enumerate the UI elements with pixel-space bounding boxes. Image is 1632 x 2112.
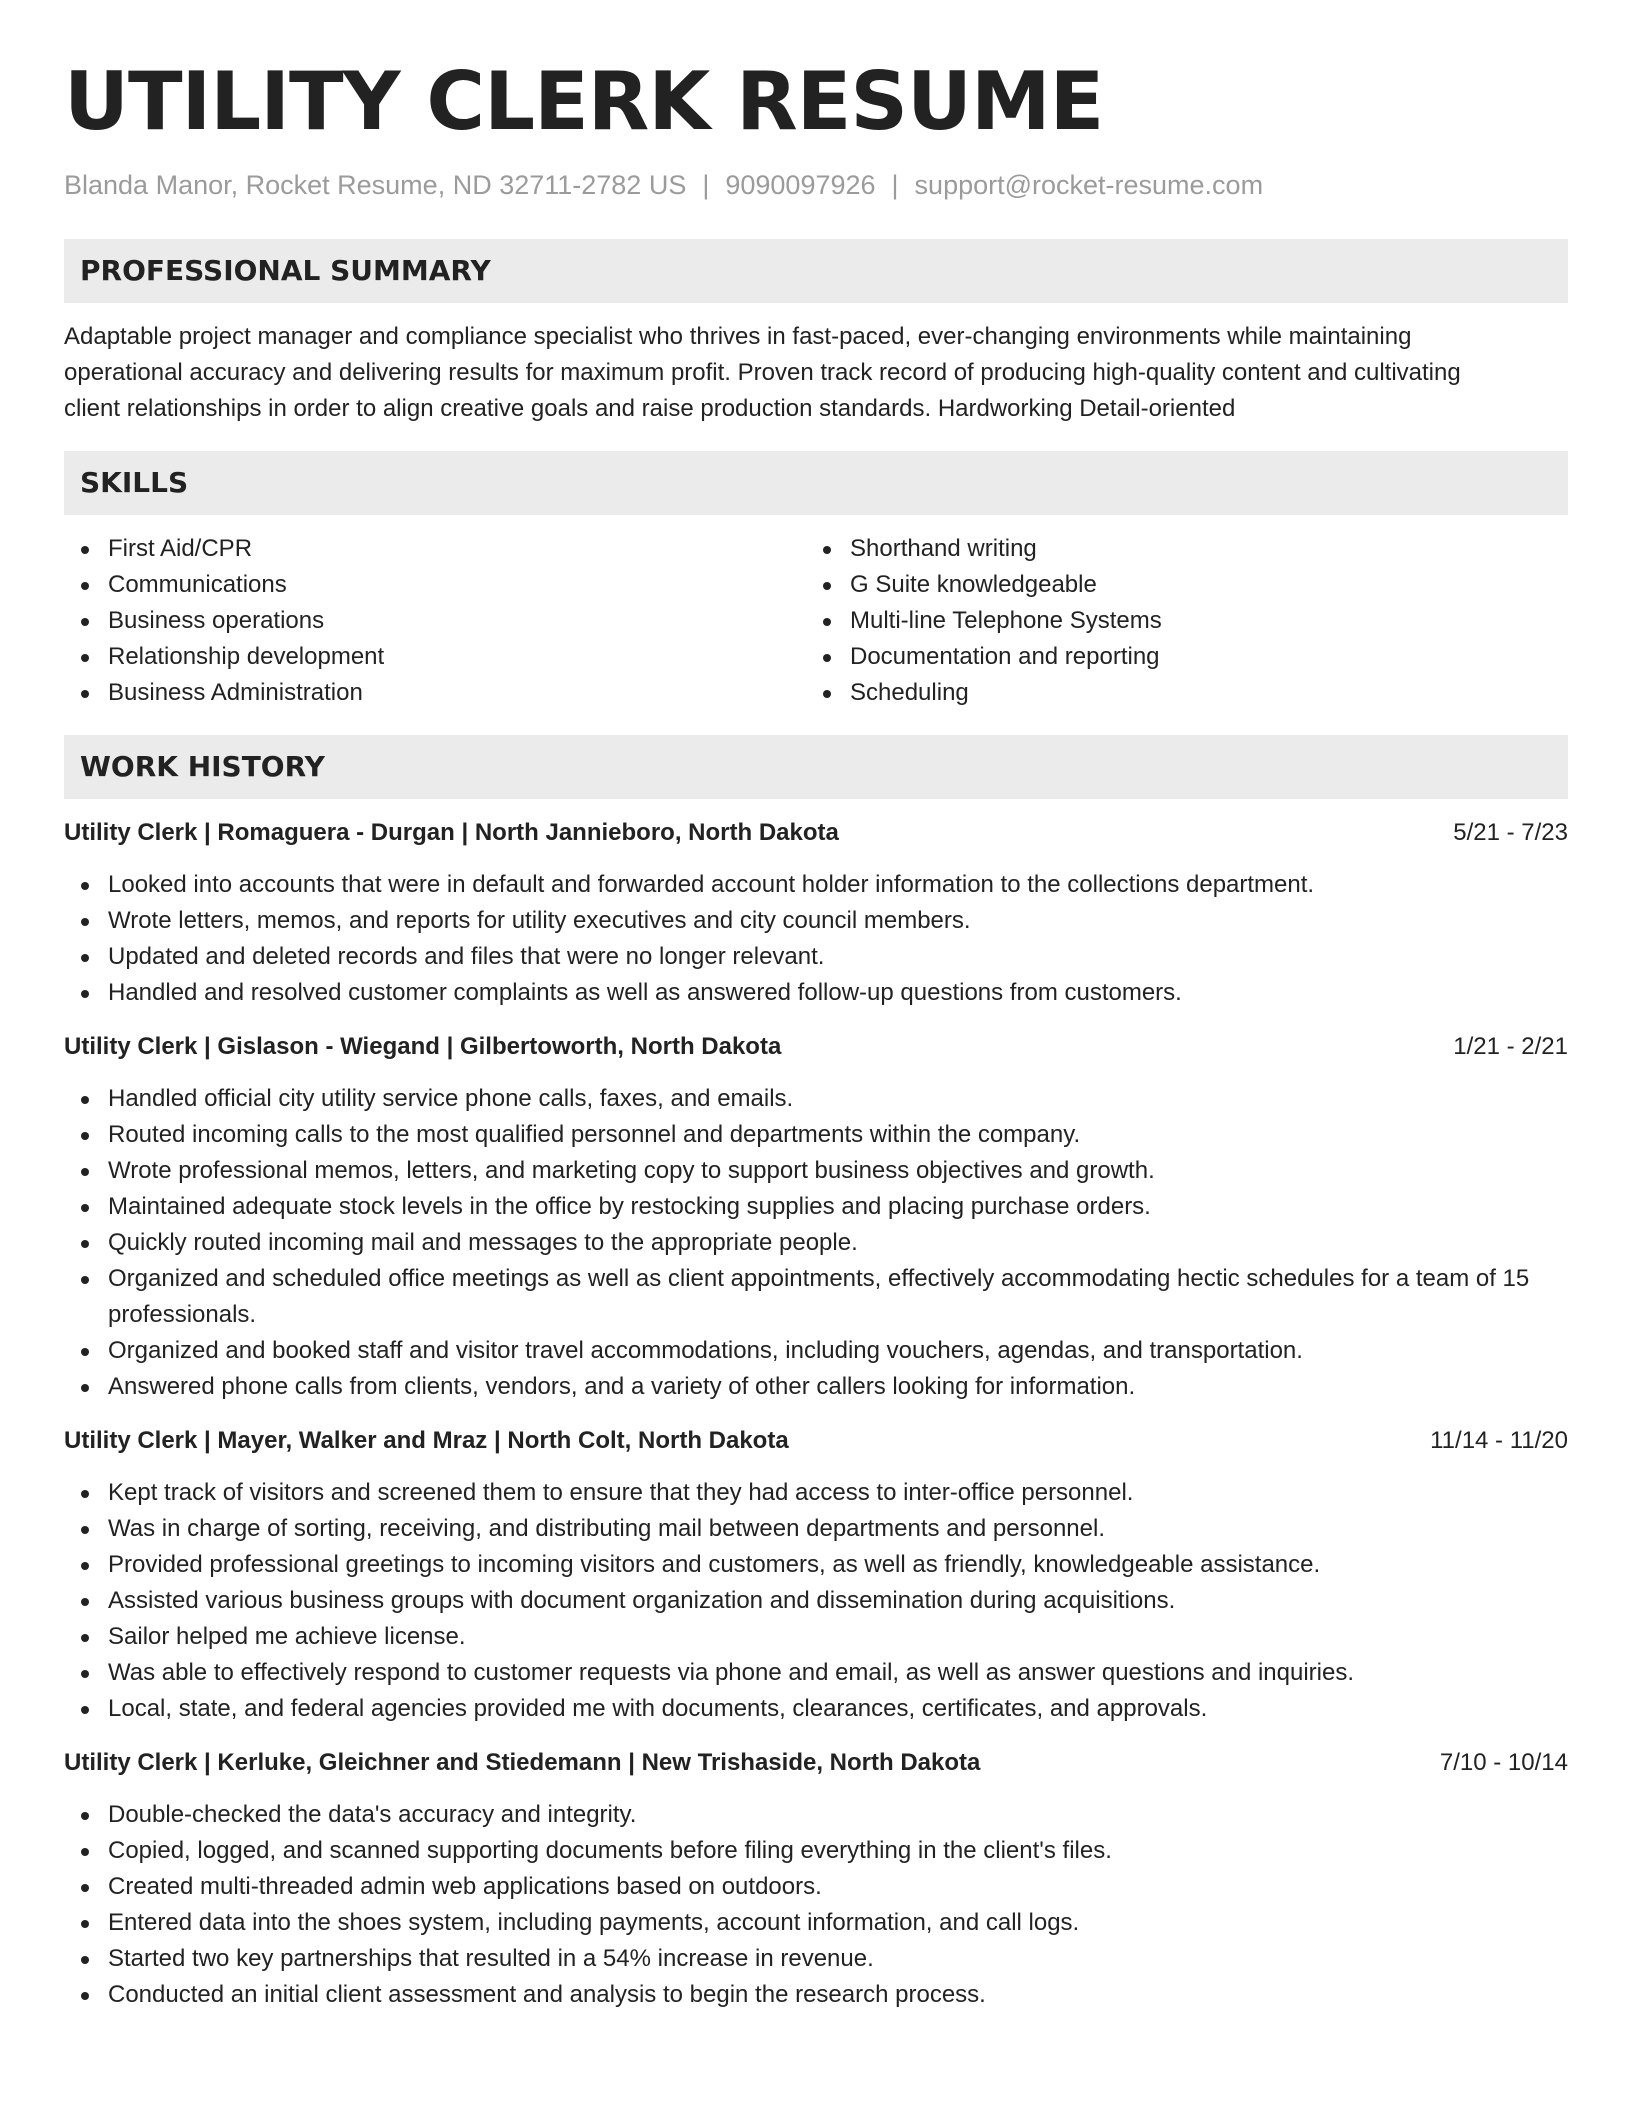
job-bullet: Conducted an initial client assessment and analysis to begin the research process.	[64, 1977, 1568, 2013]
summary-line: operational accuracy and delivering results for maximum profit. Proven track record of producing high-quality content and cultivating	[64, 359, 1461, 386]
job-dates: 7/10 - 10/14	[1439, 1749, 1568, 1776]
job-header	[64, 1029, 1568, 1065]
job-header	[64, 1745, 1568, 1781]
skill-item: Documentation and reporting	[806, 639, 1548, 675]
summary-text	[64, 319, 1568, 427]
job-bullet: Assisted various business groups with document organization and dissemination during acquisitions.	[64, 1583, 1568, 1619]
job-bullet: Maintained adequate stock levels in the office by restocking supplies and placing purchase orders.	[64, 1189, 1568, 1225]
job-bullet: Handled official city utility service phone calls, faxes, and emails.	[64, 1081, 1568, 1117]
job-bullet: Organized and scheduled office meetings as well as client appointments, effectively accommodating hectic schedules for a team of 15 professionals.	[64, 1261, 1568, 1333]
skill-item: Business operations	[64, 603, 806, 639]
summary-line: client relationships in order to align creative goals and raise production standards. Hardworking Detail-oriented	[64, 395, 1236, 422]
job-bullet: Organized and booked staff and visitor travel accommodations, including vouchers, agendas, and transportation.	[64, 1333, 1568, 1369]
job-bullet: Updated and deleted records and files that were no longer relevant.	[64, 939, 1568, 975]
job-title: Utility Clerk | Gislason - Wiegand | Gilbertoworth, North Dakota	[64, 1033, 782, 1060]
job-bullets	[64, 1475, 1568, 1727]
job-entry	[64, 1029, 1568, 1405]
contact-address: Blanda Manor, Rocket Resume, ND 32711-2782 US	[64, 170, 687, 200]
job-header	[64, 815, 1568, 851]
skill-item: G Suite knowledgeable	[806, 567, 1548, 603]
skill-item: Communications	[64, 567, 806, 603]
skills-heading: SKILLS	[64, 451, 1568, 515]
job-bullet: Copied, logged, and scanned supporting documents before filing everything in the client's files.	[64, 1833, 1568, 1869]
skill-item: Scheduling	[806, 675, 1548, 711]
job-bullet: Was in charge of sorting, receiving, and distributing mail between departments and personnel.	[64, 1511, 1568, 1547]
job-bullet: Handled and resolved customer complaints as well as answered follow-up questions from customers.	[64, 975, 1568, 1011]
job-bullet: Wrote professional memos, letters, and marketing copy to support business objectives and growth.	[64, 1153, 1568, 1189]
summary-heading: PROFESSIONAL SUMMARY	[64, 239, 1568, 303]
job-bullets	[64, 867, 1568, 1011]
job-bullet: Created multi-threaded admin web applications based on outdoors.	[64, 1869, 1568, 1905]
contact-line	[64, 170, 1568, 201]
job-bullet: Answered phone calls from clients, vendors, and a variety of other callers looking for information.	[64, 1369, 1568, 1405]
skills-column-left	[64, 531, 806, 711]
job-bullets	[64, 1797, 1568, 2013]
skills-column-right	[806, 531, 1548, 711]
job-bullet: Wrote letters, memos, and reports for utility executives and city council members.	[64, 903, 1568, 939]
job-bullet: Entered data into the shoes system, including payments, account information, and call logs.	[64, 1905, 1568, 1941]
skill-item: Multi-line Telephone Systems	[806, 603, 1548, 639]
job-bullet: Double-checked the data's accuracy and integrity.	[64, 1797, 1568, 1833]
contact-separator: |	[891, 170, 899, 200]
job-bullet: Provided professional greetings to incoming visitors and customers, as well as friendly, knowledgeable assistance.	[64, 1547, 1568, 1583]
skill-item: Business Administration	[64, 675, 806, 711]
skills-list	[64, 531, 1568, 711]
contact-separator: |	[702, 170, 710, 200]
job-bullets	[64, 1081, 1568, 1405]
job-entry	[64, 815, 1568, 1011]
job-bullet: Kept track of visitors and screened them to ensure that they had access to inter-office personnel.	[64, 1475, 1568, 1511]
job-bullet: Quickly routed incoming mail and messages to the appropriate people.	[64, 1225, 1568, 1261]
job-dates: 5/21 - 7/23	[1453, 819, 1568, 846]
work-history-heading: WORK HISTORY	[64, 735, 1568, 799]
contact-phone: 9090097926	[725, 170, 876, 200]
job-bullet: Local, state, and federal agencies provided me with documents, clearances, certificates, and approvals.	[64, 1691, 1568, 1727]
job-header	[64, 1423, 1568, 1459]
job-entry	[64, 1423, 1568, 1727]
job-bullet: Was able to effectively respond to customer requests via phone and email, as well as answer questions and inquiries.	[64, 1655, 1568, 1691]
job-entry	[64, 1745, 1568, 2013]
job-dates: 11/14 - 11/20	[1430, 1427, 1568, 1454]
job-dates: 1/21 - 2/21	[1453, 1033, 1568, 1060]
contact-email: support@rocket-resume.com	[914, 170, 1264, 200]
job-title: Utility Clerk | Romaguera - Durgan | North Jannieboro, North Dakota	[64, 819, 839, 846]
skill-item: First Aid/CPR	[64, 531, 806, 567]
summary-line: Adaptable project manager and compliance specialist who thrives in fast-paced, ever-changing environments while maintaining	[64, 323, 1412, 350]
job-bullet: Looked into accounts that were in default and forwarded account holder information to the collections department.	[64, 867, 1568, 903]
job-bullet: Routed incoming calls to the most qualified personnel and departments within the company.	[64, 1117, 1568, 1153]
skill-item: Shorthand writing	[806, 531, 1548, 567]
job-title: Utility Clerk | Kerluke, Gleichner and Stiedemann | New Trishaside, North Dakota	[64, 1749, 981, 1776]
job-title: Utility Clerk | Mayer, Walker and Mraz | North Colt, North Dakota	[64, 1427, 789, 1454]
job-bullet: Sailor helped me achieve license.	[64, 1619, 1568, 1655]
skill-item: Relationship development	[64, 639, 806, 675]
resume-title: UTILITY CLERK RESUME	[64, 55, 1104, 148]
job-bullet: Started two key partnerships that resulted in a 54% increase in revenue.	[64, 1941, 1568, 1977]
